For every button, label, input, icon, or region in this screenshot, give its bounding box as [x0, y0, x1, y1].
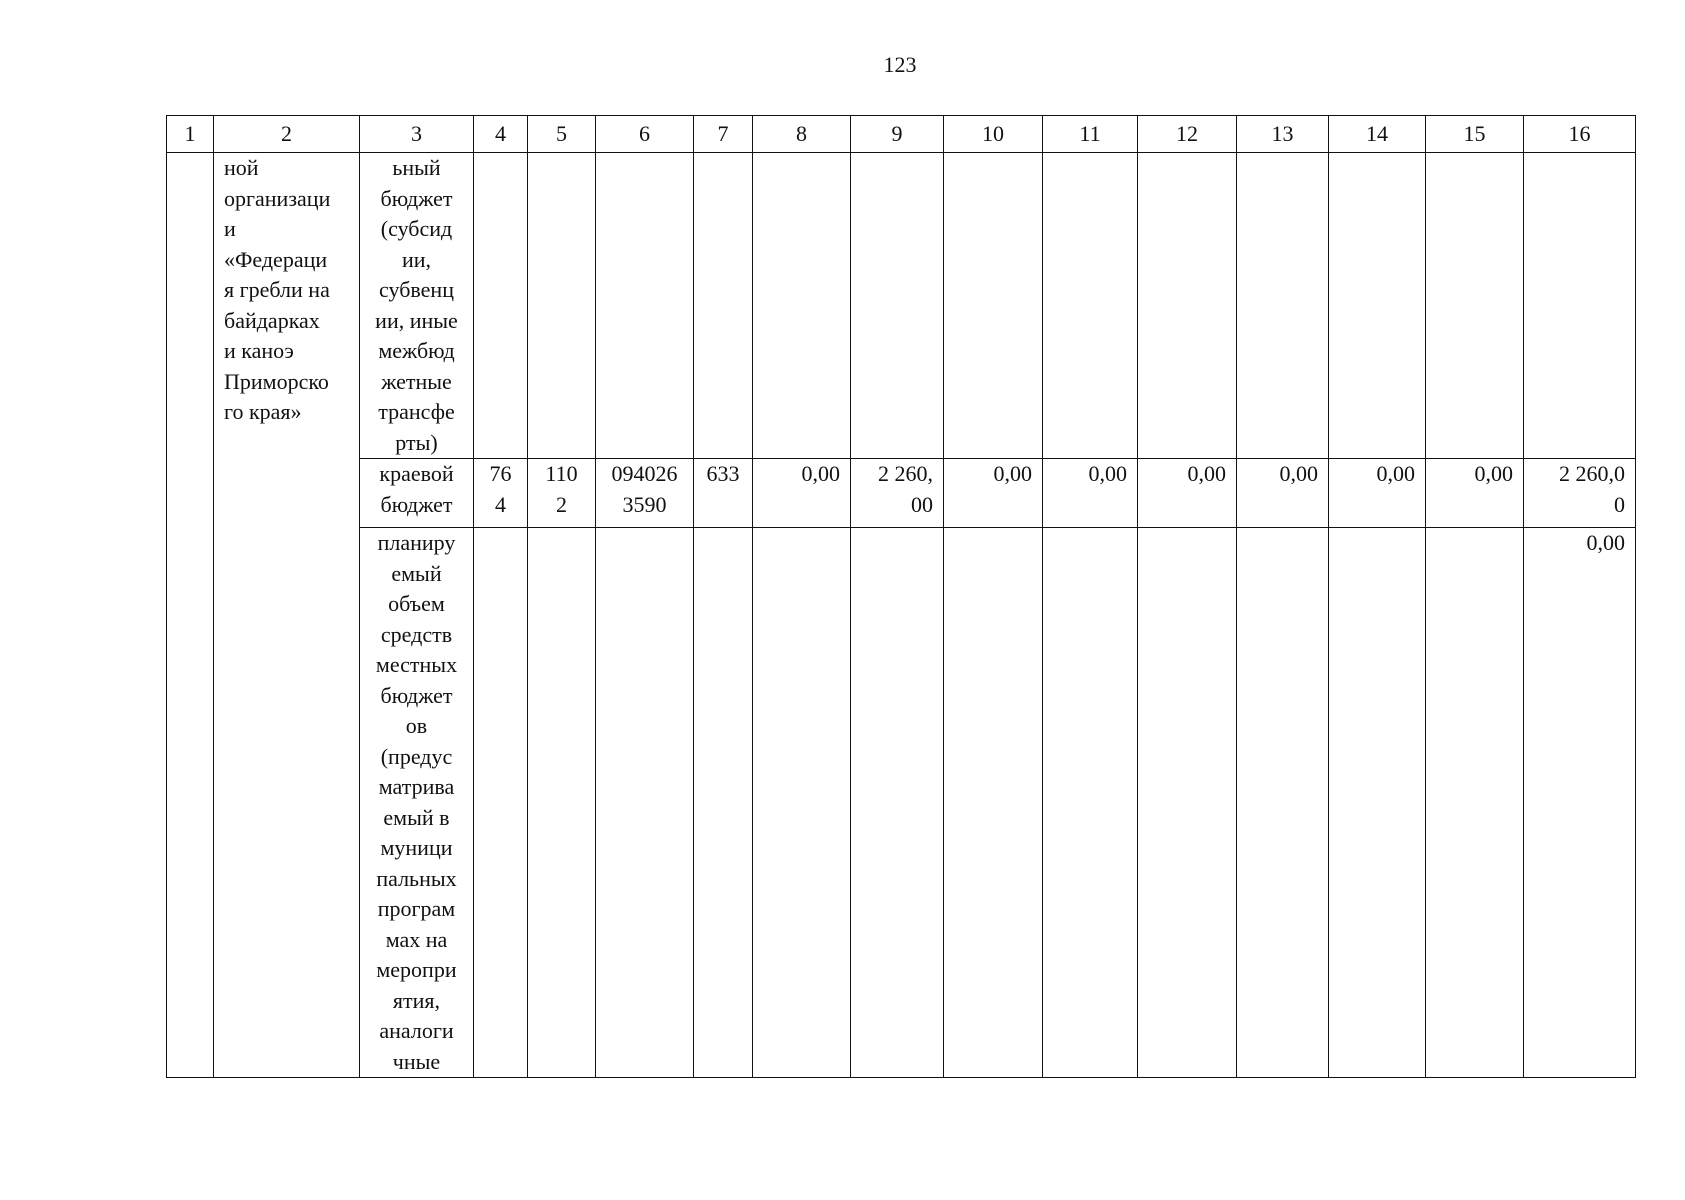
value-cell	[1237, 153, 1329, 459]
page-number: 123	[883, 52, 917, 77]
funding-source-cell: краевой бюджет	[360, 459, 474, 528]
value-cell	[944, 153, 1043, 459]
value-cell	[1237, 528, 1329, 1078]
value-cell	[596, 528, 694, 1078]
value-cell	[474, 153, 528, 459]
value-cell: 094026 3590	[596, 459, 694, 528]
column-header: 6	[596, 116, 694, 153]
organization-cell: ной организаци и «Федераци я гребли на байдарках и каноэ Приморско го края»	[214, 153, 360, 1078]
value-cell	[753, 153, 851, 459]
value-cell	[1138, 153, 1237, 459]
value-cell: 110 2	[528, 459, 596, 528]
value-cell: 0,00	[753, 459, 851, 528]
column-header: 1	[167, 116, 214, 153]
header-row	[167, 116, 1636, 153]
column-header: 12	[1138, 116, 1237, 153]
value-cell: 0,00	[1043, 459, 1138, 528]
column-header: 15	[1426, 116, 1524, 153]
value-cell: 2 260,0 0	[1524, 459, 1636, 528]
value-cell	[528, 528, 596, 1078]
value-cell: 0,00	[944, 459, 1043, 528]
value-cell	[528, 153, 596, 459]
column-header: 11	[1043, 116, 1138, 153]
budget-table	[166, 115, 1636, 1078]
value-cell	[1138, 528, 1237, 1078]
funding-source-cell: ьный бюджет (субсид ии, субвенц ии, иные межбюд жетные трансфе рты)	[360, 153, 474, 459]
value-cell	[1426, 528, 1524, 1078]
column-header: 13	[1237, 116, 1329, 153]
value-cell: 0,00	[1426, 459, 1524, 528]
value-cell	[753, 528, 851, 1078]
value-cell	[1043, 153, 1138, 459]
value-cell: 0,00	[1237, 459, 1329, 528]
value-cell	[1426, 153, 1524, 459]
value-cell	[851, 153, 944, 459]
column-header: 14	[1329, 116, 1426, 153]
column-header: 10	[944, 116, 1043, 153]
value-cell	[474, 528, 528, 1078]
table-row	[167, 459, 1636, 528]
value-cell	[851, 528, 944, 1078]
column-header: 4	[474, 116, 528, 153]
funding-source-cell: планиру емый объем средств местных бюджет ов (предус матрива емый в муници пальных програм мах на меропри ятия, аналоги чные	[360, 528, 474, 1078]
value-cell: 0,00	[1524, 528, 1636, 1078]
value-cell	[694, 153, 753, 459]
value-cell: 2 260, 00	[851, 459, 944, 528]
value-cell	[1329, 153, 1426, 459]
column-header: 3	[360, 116, 474, 153]
column-header: 16	[1524, 116, 1636, 153]
column-header: 8	[753, 116, 851, 153]
value-cell	[944, 528, 1043, 1078]
value-cell	[1043, 528, 1138, 1078]
table-row	[167, 153, 1636, 459]
value-cell	[694, 528, 753, 1078]
value-cell: 633	[694, 459, 753, 528]
column-header: 9	[851, 116, 944, 153]
table-row	[167, 528, 1636, 1078]
value-cell: 0,00	[1138, 459, 1237, 528]
row-number-cell	[167, 153, 214, 1078]
value-cell	[596, 153, 694, 459]
value-cell: 76 4	[474, 459, 528, 528]
value-cell: 0,00	[1329, 459, 1426, 528]
value-cell	[1524, 153, 1636, 459]
column-header: 2	[214, 116, 360, 153]
column-header: 7	[694, 116, 753, 153]
column-header: 5	[528, 116, 596, 153]
value-cell	[1329, 528, 1426, 1078]
